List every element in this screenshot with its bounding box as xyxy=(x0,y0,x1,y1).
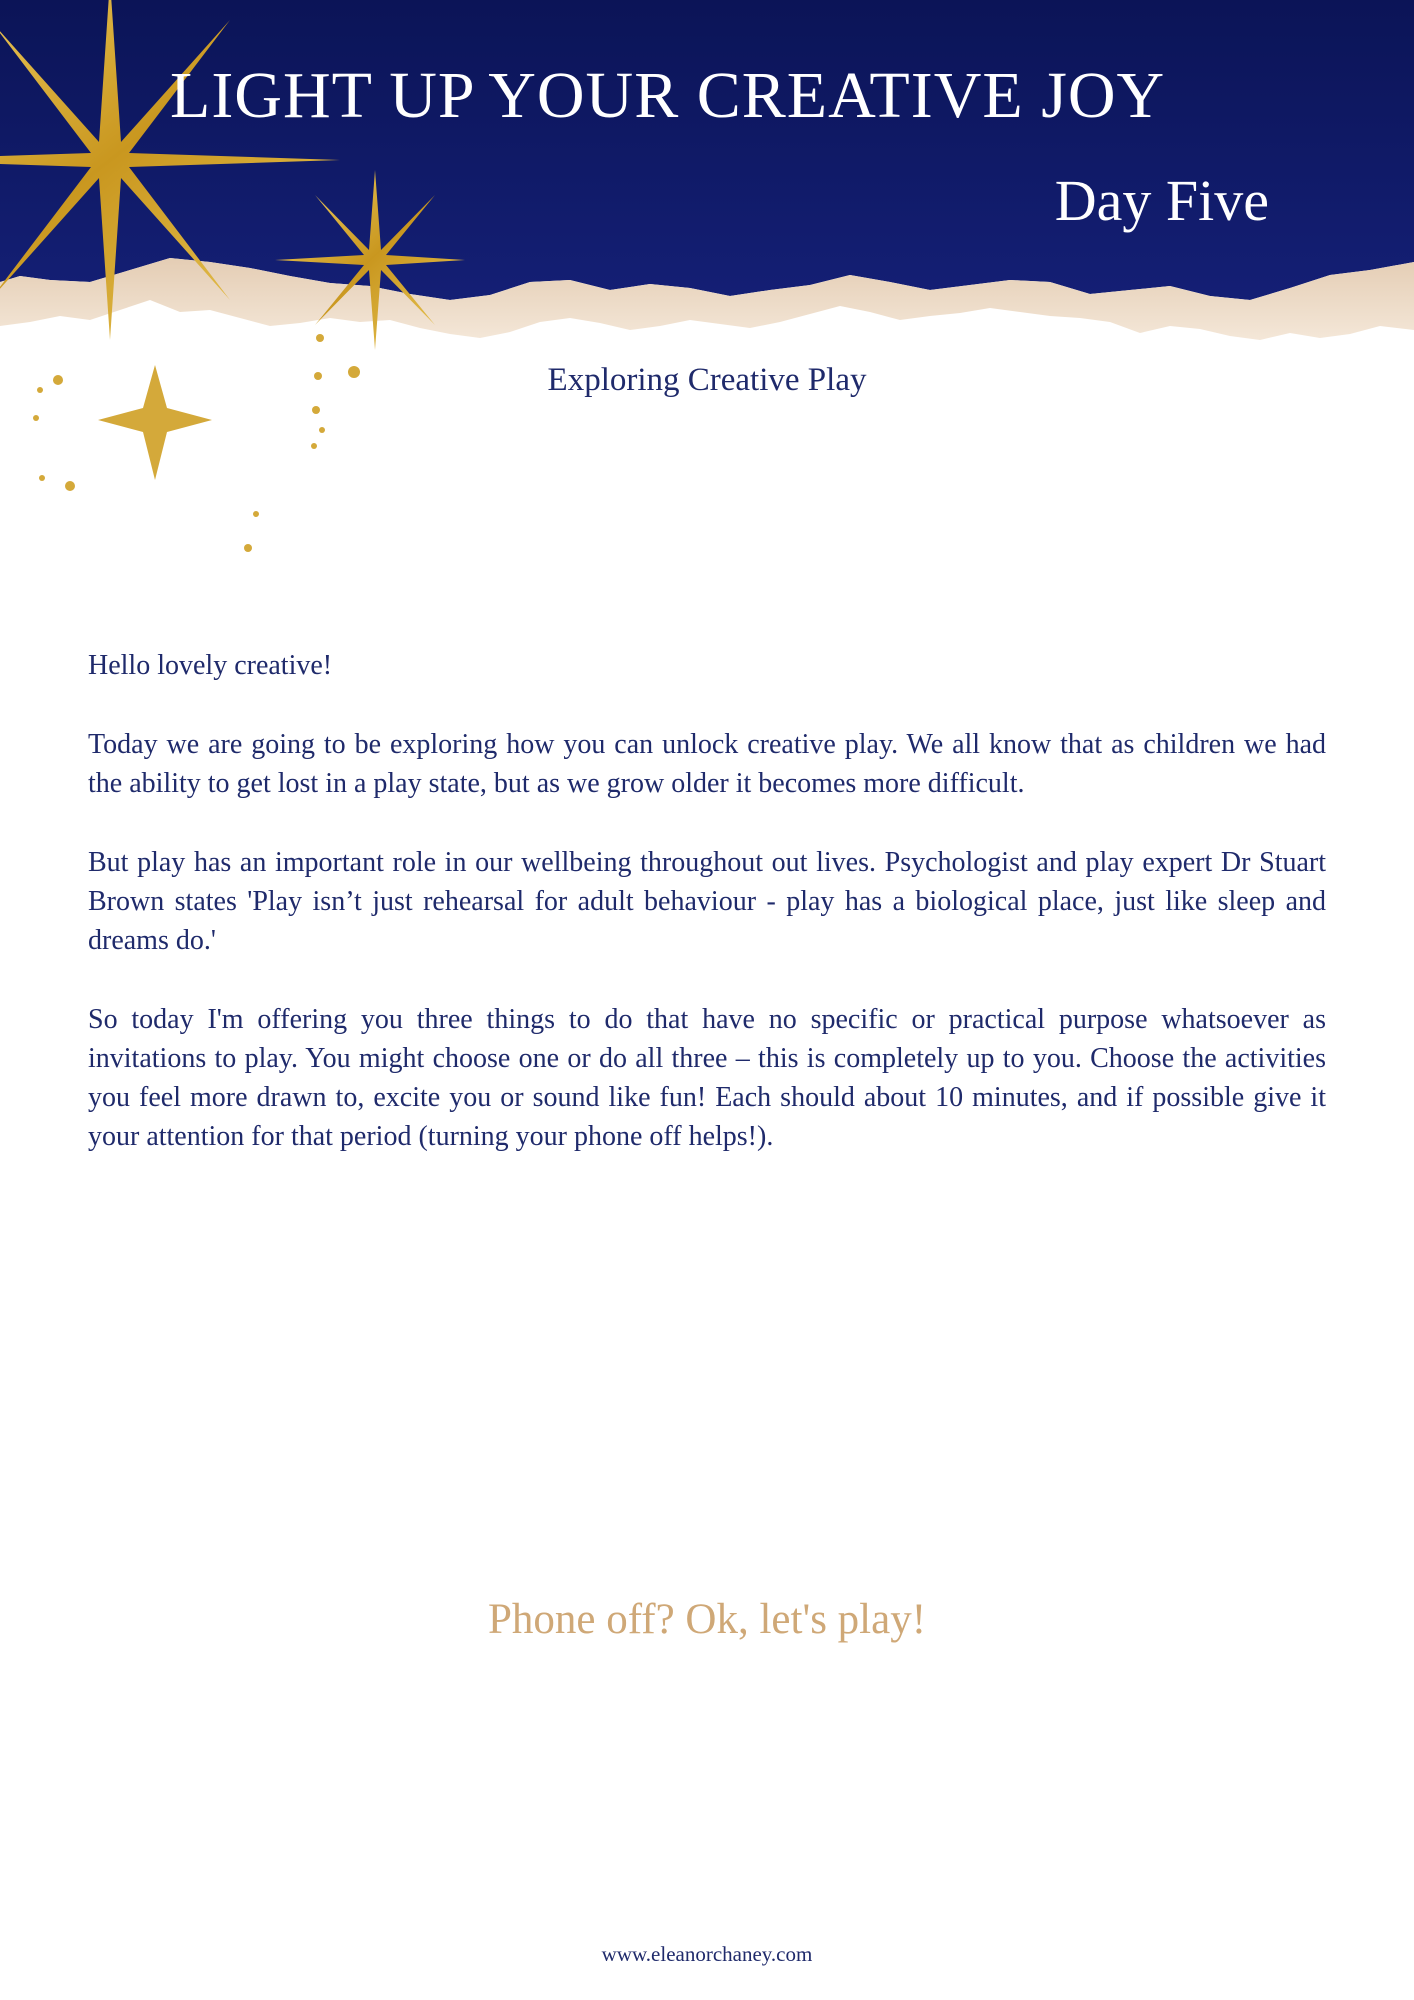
header-banner xyxy=(0,0,1414,360)
greeting: Hello lovely creative! xyxy=(88,650,333,681)
page-title: LIGHT UP YOUR CREATIVE JOY xyxy=(170,59,1166,132)
subtitle: Exploring Creative Play xyxy=(547,362,867,398)
footer-website: www.eleanorchaney.com xyxy=(601,1942,813,1966)
paragraph-intro: Today we are going to be exploring how you can unlock creative play. We all know that as children we had the ability to get lost in a play state, but as we grow older it becomes more difficult. xyxy=(88,729,1326,799)
body-text xyxy=(88,646,1326,1196)
paragraph-wellbeing: But play has an important role in our wellbeing throughout out lives. Psychologist and play expert Dr Stuart Brown states 'Play isn’t just rehearsal for adult behaviour - play has a biological place, just like sleep and dreams do.' xyxy=(88,847,1326,956)
paragraph-invitation: So today I'm offering you three things to do that have no specific or practical purpose whatsoever as invitations to play. You might choose one or do all three – this is completely up to you. Choose the activities you feel more drawn to, excite you or sound like fun! Each should about 10 minutes, and if possible give it your attention for that period (turning your phone off helps!). xyxy=(88,1004,1326,1152)
day-label: Day Five xyxy=(1054,168,1269,233)
navy-banner xyxy=(0,0,1414,300)
sparkle-dots-right xyxy=(300,330,420,490)
call-to-action: Phone off? Ok, let's play! xyxy=(487,1596,927,1643)
